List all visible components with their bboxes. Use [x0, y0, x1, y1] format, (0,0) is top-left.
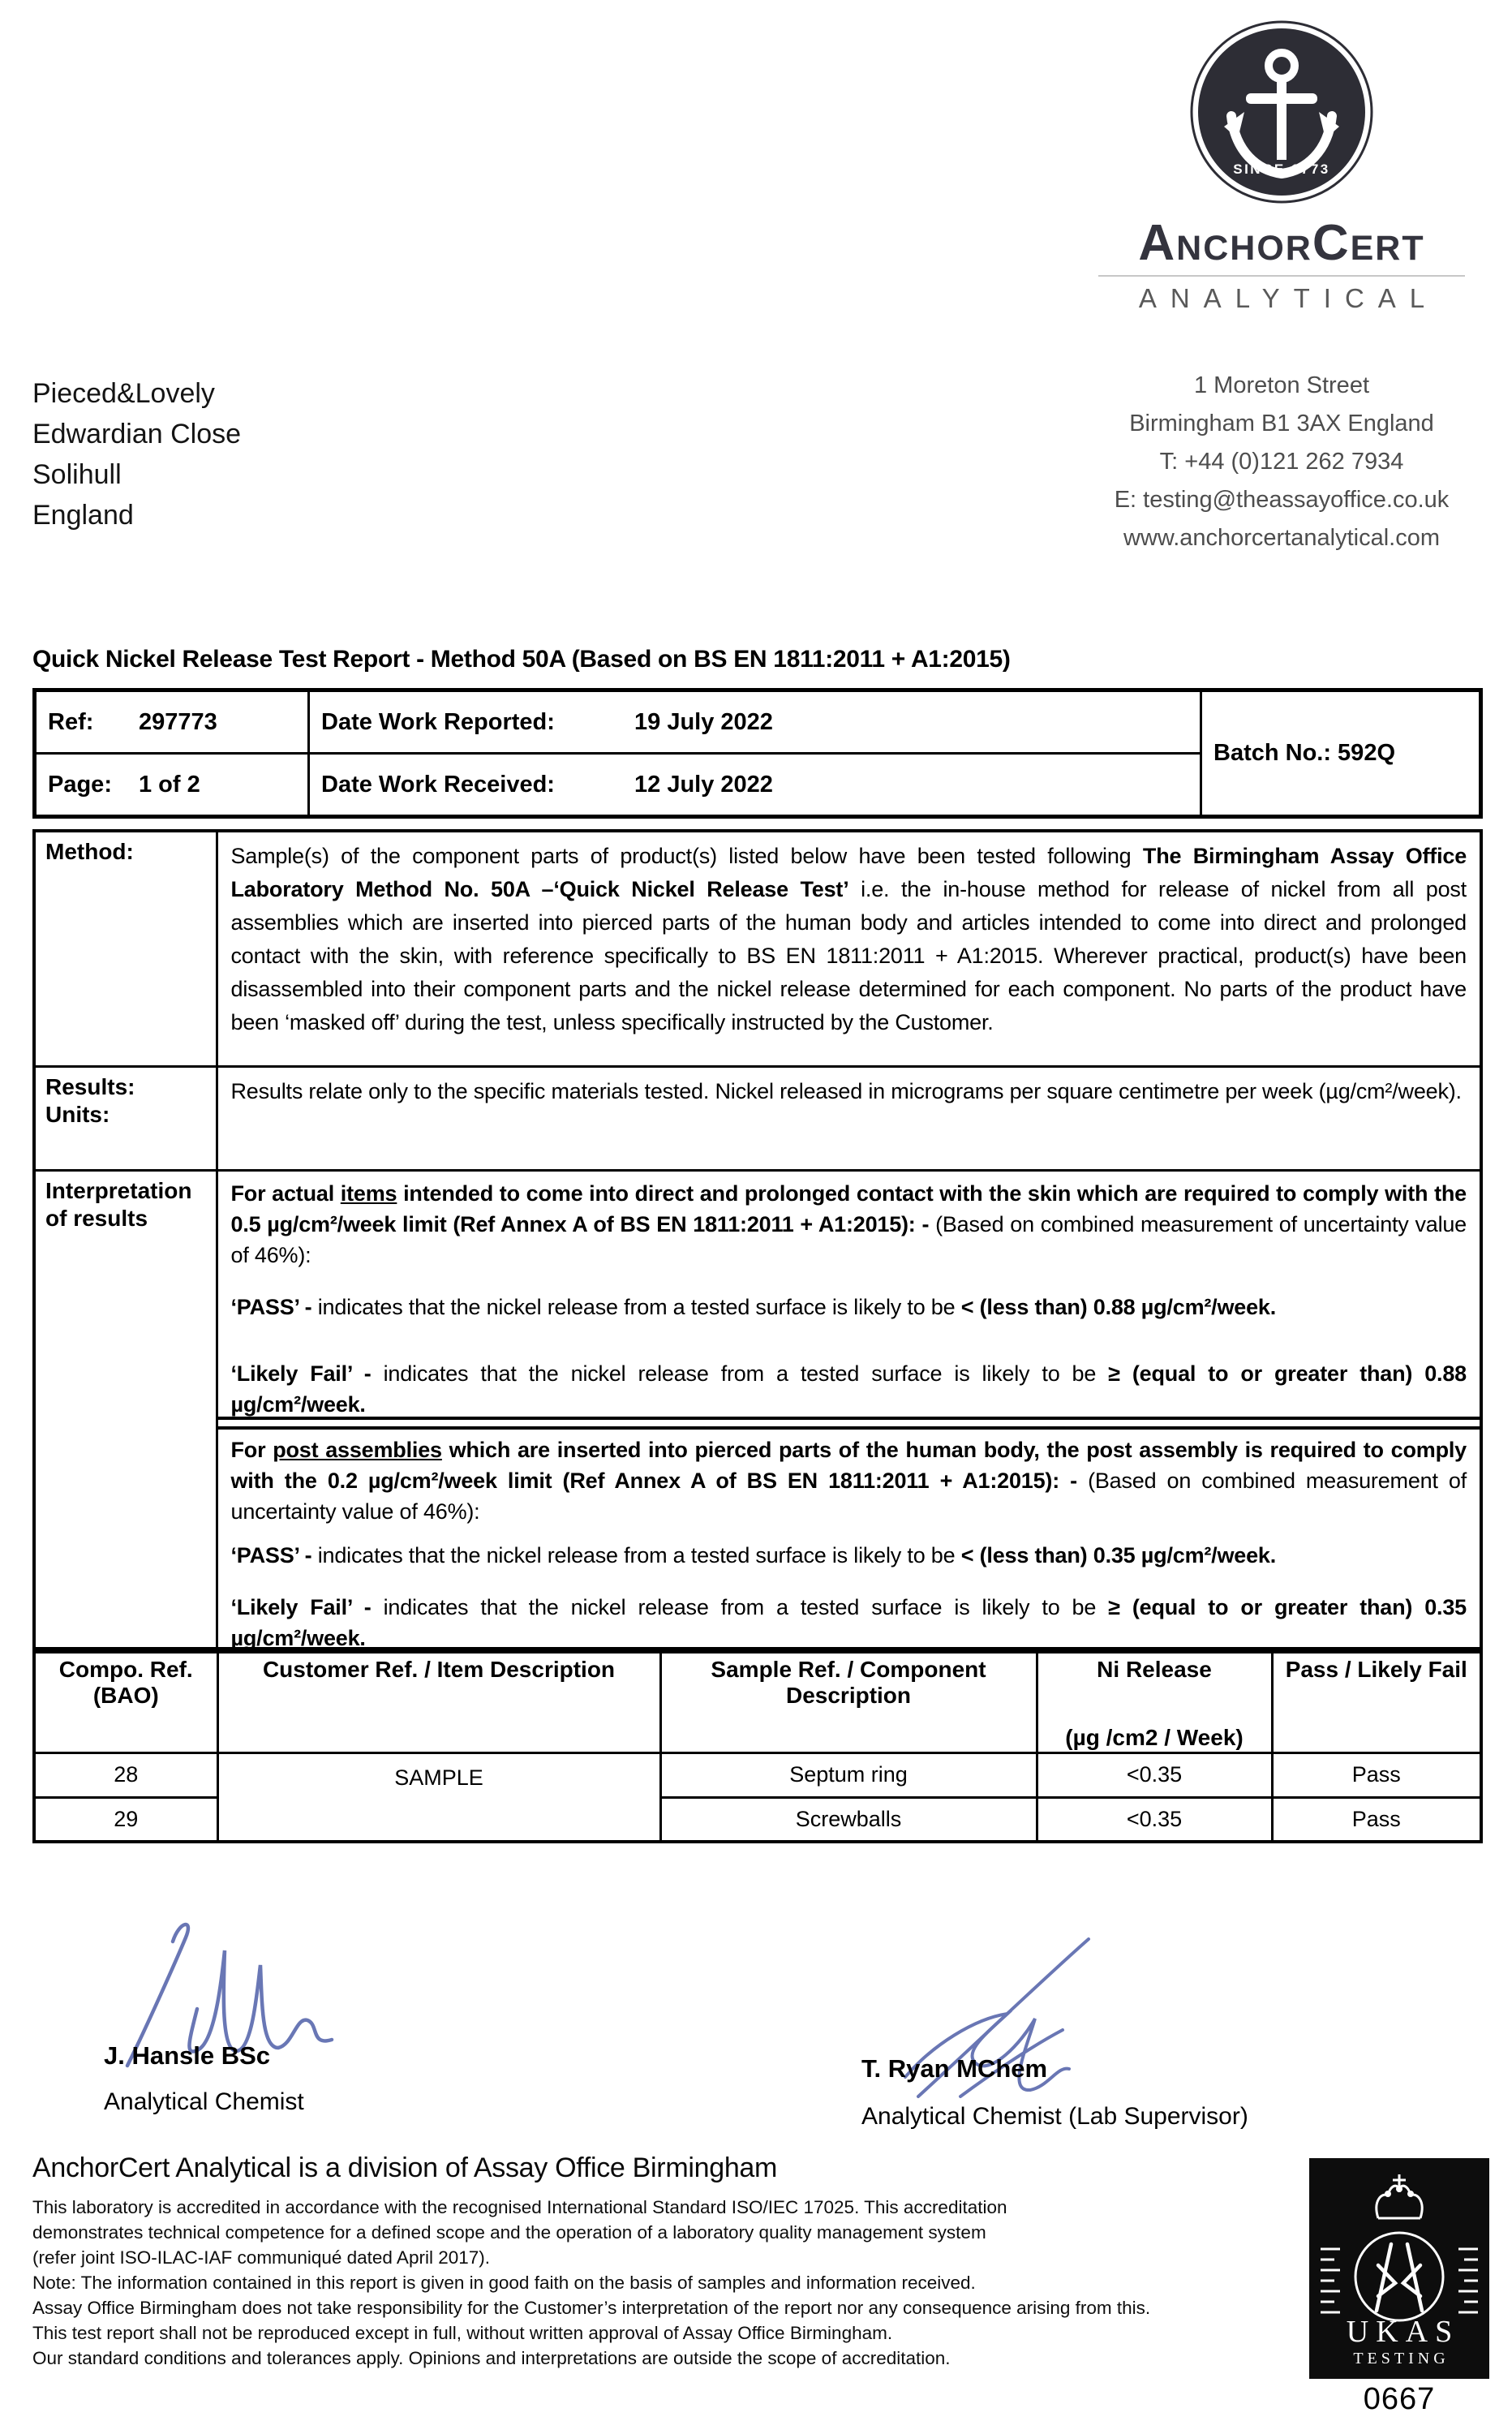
supervisor-role: Analytical Chemist (Lab Supervisor)	[861, 2103, 1248, 2130]
col-ni-release: Ni Release	[1097, 1657, 1212, 1682]
results-table	[32, 1647, 1483, 1843]
supervisor-name: T. Ryan MChem	[861, 2054, 1048, 2083]
contact-line: T: +44 (0)121 262 7934	[1159, 449, 1404, 475]
box-divider-gap	[218, 1420, 1480, 1426]
batch-number: Batch No.: 592Q	[1201, 690, 1481, 817]
compo-ref-cell: 28	[34, 1752, 217, 1797]
result-cell: Pass	[1272, 1752, 1481, 1797]
interpretation-box-items	[218, 1172, 1480, 1420]
tryan-signature-icon	[876, 1924, 1119, 2115]
col-sample-ref: Sample Ref. / Component	[711, 1657, 986, 1682]
interpretation-label-2: of results	[45, 1205, 148, 1231]
likely-fail-definition: ‘Likely Fail’ - indicates that the nickel release from a tested surface is likely to be ≥ (equal to or greater than) 0.35 µg/cm²/week.	[230, 1594, 1467, 1650]
method-text-bold: The Birmingham Assay Office Laboratory Method No. 50A –‘Quick Nickel Release Test’	[230, 844, 1467, 901]
table-row	[34, 1752, 1481, 1797]
interpretation-label: Interpretation	[45, 1177, 192, 1203]
compo-ref-cell: 29	[34, 1797, 217, 1842]
component-cell: Septum ring	[660, 1752, 1037, 1797]
ukas-accreditation	[1308, 2158, 1491, 2417]
small-print-line: Assay Office Birmingham does not take responsibility for the Customer’s interpretation of the report nor any consequence arising from this.	[32, 2298, 1151, 2318]
pass-definition: ‘PASS’ - indicates that the nickel release from a tested surface is likely to be < (less than) 0.88 µg/cm²/week.	[230, 1294, 1277, 1319]
address-line: England	[32, 500, 134, 531]
col-sample-ref-2: Description	[785, 1683, 912, 1708]
interpretation-intro: For post assemblies which are inserted into pierced parts of the human body, the post assembly is required to comply with the 0.2 µg/cm²/week limit (Ref Annex A of BS EN 1811:2011 + A1:2015): - (Based on combined measurement of uncertainty value of 46%):	[230, 1437, 1467, 1524]
contact-line: 1 Moreton Street	[1194, 372, 1369, 398]
brand-wordmark: AnchorCert	[1138, 215, 1425, 271]
analyst-name: J. Hansle BSc	[104, 2041, 271, 2070]
interpretation-intro: For actual items intended to come into direct and prolonged contact with the skin which are required to comply with the 0.5 µg/cm²/week limit (Ref Annex A of BS EN 1811:2011 + A1:2015): - (Based on combined measurement of uncertainty value of 46%):	[230, 1180, 1467, 1267]
ref-label: Ref:	[48, 708, 94, 735]
page-value: 1 of 2	[139, 771, 200, 798]
brand-subtitle: ANALYTICAL	[1138, 283, 1439, 314]
col-pass-fail: Pass / Likely Fail	[1272, 1649, 1481, 1752]
method-text	[217, 831, 1481, 1066]
col-compo-ref: Compo. Ref.	[58, 1657, 193, 1682]
likely-fail-definition: ‘Likely Fail’ - indicates that the nickel release from a tested surface is likely to be ≥ (equal to or greater than) 0.88 µg/cm²/week.	[230, 1361, 1467, 1417]
results-header-row	[34, 1649, 1481, 1752]
small-print-line: This laboratory is accredited in accordance with the recognised International Standard ISO/IEC 17025. This accreditation	[32, 2197, 1007, 2217]
method-info-table	[32, 829, 1483, 1653]
small-print-line: demonstrates technical competence for a defined scope and the operation of a laboratory quality management system	[32, 2222, 986, 2243]
ukas-number: 0667	[1363, 2382, 1436, 2416]
since-label: SINCE 1773	[1233, 161, 1330, 177]
small-print-line: This test report shall not be reproduced except in full, without written approval of Assay Office Birmingham.	[32, 2323, 893, 2343]
ni-release-cell: <0.35	[1037, 1752, 1272, 1797]
accreditation-small-print	[32, 2195, 1306, 2371]
small-print-line: (refer joint ISO-ILAC-IAF communiqué dated April 2017).	[32, 2247, 490, 2268]
contact-email: E: testing@theassayoffice.co.uk	[1114, 487, 1450, 513]
date-reported-label: Date Work Reported:	[321, 708, 555, 735]
ni-release-cell: <0.35	[1037, 1797, 1272, 1842]
analyst-role: Analytical Chemist	[104, 2088, 304, 2115]
result-cell: Pass	[1272, 1797, 1481, 1842]
col-ni-unit: (µg /cm2 / Week)	[1065, 1725, 1244, 1750]
interpretation-box-posts	[218, 1426, 1480, 1650]
date-reported-value: 19 July 2022	[634, 708, 773, 735]
date-received-label: Date Work Received:	[321, 771, 555, 798]
results-label: Results:	[45, 1073, 135, 1099]
col-customer-ref: Customer Ref. / Item Description	[217, 1649, 660, 1752]
date-received-value: 12 July 2022	[634, 771, 773, 798]
reference-table	[32, 688, 1483, 819]
address-line: Solihull	[32, 459, 122, 490]
customer-address	[32, 373, 241, 535]
units-label: Units:	[45, 1101, 110, 1127]
small-print-line: Our standard conditions and tolerances apply. Opinions and interpretations are outside the scope of accreditation.	[32, 2348, 951, 2368]
ref-value: 297773	[139, 708, 217, 735]
customer-ref-cell: SAMPLE	[217, 1752, 660, 1842]
ukas-logo-icon	[1309, 2158, 1489, 2379]
page-label: Page:	[48, 771, 112, 798]
address-line: Pieced&Lovely	[32, 378, 215, 409]
pass-definition: ‘PASS’ - indicates that the nickel release from a tested surface is likely to be < (less than) 0.35 µg/cm²/week.	[230, 1542, 1277, 1567]
division-note: AnchorCert Analytical is a division of Assay Office Birmingham	[32, 2152, 778, 2183]
contact-website: www.anchorcertanalytical.com	[1123, 525, 1441, 551]
anchorcert-logo	[1091, 20, 1472, 314]
component-cell: Screwballs	[660, 1797, 1037, 1842]
small-print-line: Note: The information contained in this report is given in good faith on the basis of samples and information received.	[32, 2273, 976, 2293]
results-units-text: Results relate only to the specific materials tested. Nickel released in micrograms per square centimetre per week (µg/cm²/week).	[217, 1066, 1481, 1170]
method-label: Method:	[34, 831, 217, 1066]
ukas-testing-label: TESTING	[1353, 2350, 1450, 2367]
lab-contact	[1079, 367, 1484, 557]
brand-divider	[1098, 275, 1465, 277]
anchor-icon	[1190, 20, 1373, 204]
col-compo-ref-2: (BAO)	[92, 1683, 159, 1708]
method-text-post: i.e. the in-house method for release of nickel from all post assemblies which are inserted into pierced parts of the human body and articles intended to come into direct and prolonged contact with the skin, with reference specifically to BS EN 1811:2011 + A1:2015. Wherever practical, product(s) have been disassembled into their component parts and the nickel release determined for each component. No parts of the product have been ‘masked off’ during the test, unless specifically instructed by the Customer.	[230, 877, 1467, 1034]
contact-line: Birmingham B1 3AX England	[1129, 411, 1434, 436]
ukas-name: UKAS	[1346, 2315, 1460, 2349]
method-text-pre: Sample(s) of the component parts of product(s) listed below have been tested following	[230, 844, 1143, 868]
address-line: Edwardian Close	[32, 419, 242, 449]
report-title: Quick Nickel Release Test Report - Method 50A (Based on BS EN 1811:2011 + A1:2015)	[32, 646, 1011, 673]
